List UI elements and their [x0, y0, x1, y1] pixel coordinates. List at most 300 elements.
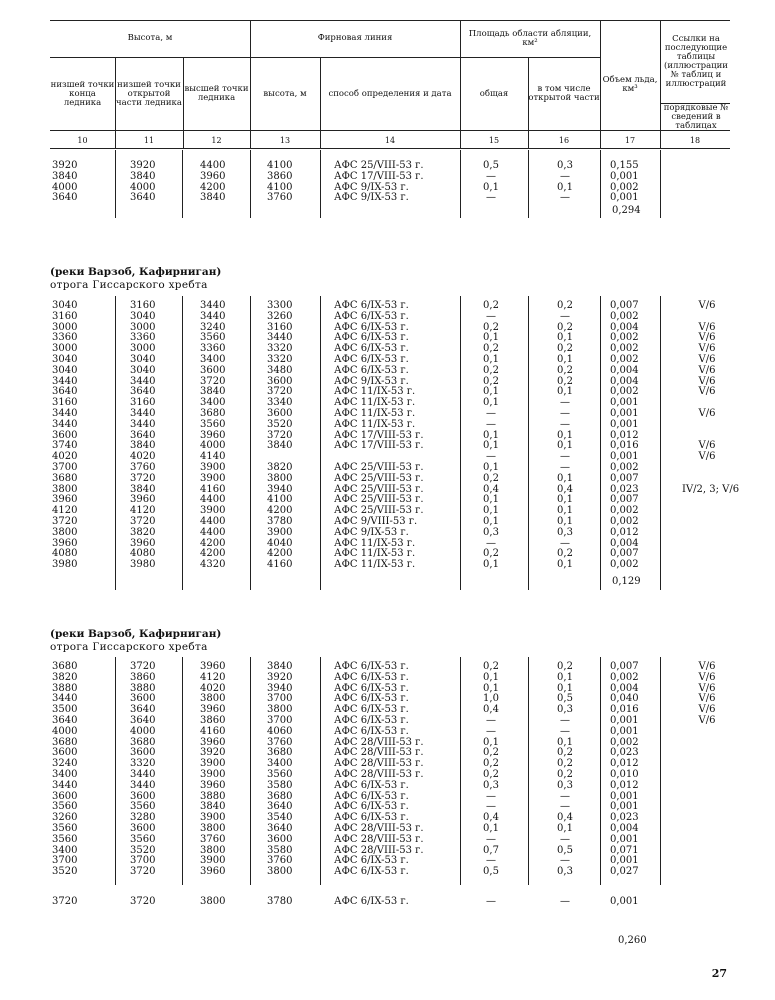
firn-group-rule — [250, 57, 460, 58]
table-row — [50, 160, 730, 171]
table-row — [50, 462, 730, 473]
table-cell: 3840 — [200, 386, 226, 398]
table-cell: 3640 — [130, 192, 156, 204]
table-row — [50, 516, 730, 527]
table-cell: 0,001 — [610, 192, 639, 204]
table-cell: 0,002 — [610, 343, 639, 355]
table-cell: 3560 — [267, 769, 293, 780]
table-cell: 3520 — [267, 418, 293, 430]
table-cell: 3580 — [267, 844, 293, 856]
table-cell: АФС 11/IX-53 г. — [334, 418, 416, 430]
height-group-rule — [50, 57, 250, 58]
table-cell: 3640 — [52, 192, 78, 204]
table-cell: 0,007 — [610, 300, 639, 311]
table-cell: АФС 6/IX-53 г. — [334, 812, 409, 824]
table-cell: — — [560, 790, 570, 802]
table-cell: 0,1 — [557, 736, 573, 748]
table-cell: 3840 — [130, 483, 156, 495]
table-cell: — — [560, 833, 570, 845]
table-cell: 3040 — [52, 354, 78, 365]
table-cell: 0,040 — [610, 693, 639, 705]
col13-label: высота, м — [263, 88, 307, 99]
table-row — [50, 365, 730, 376]
table-cell: АФС 6/IX-53 г. — [334, 866, 409, 878]
table-cell: 4200 — [200, 181, 226, 193]
table-cell: 3480 — [267, 364, 293, 376]
table-cell: 3300 — [267, 300, 293, 311]
table-cell: — — [560, 397, 570, 409]
table-cell: 0,2 — [557, 300, 573, 311]
column-rule — [250, 657, 251, 885]
table-cell: АФС 25/VIII-53 г. — [334, 160, 424, 171]
table-cell: — — [560, 418, 570, 430]
table-cell: 0,002 — [610, 332, 639, 344]
table-cell: 3440 — [267, 332, 293, 344]
table-cell: 3960 — [200, 429, 226, 441]
table-cell: 3440 — [130, 769, 156, 780]
table-cell: 3400 — [52, 844, 78, 856]
table-cell: 0,1 — [483, 494, 499, 506]
table-cell: АФС 6/IX-53 г. — [334, 855, 409, 867]
table-cell: 3800 — [200, 693, 226, 705]
table-cell: 3700 — [267, 715, 293, 726]
table-row — [50, 505, 730, 516]
table-row — [50, 845, 730, 856]
table-cell: 3260 — [267, 310, 293, 322]
table-cell: 3880 — [130, 682, 156, 694]
table-cell: 3960 — [200, 779, 226, 791]
table-cell: 3520 — [130, 844, 156, 856]
table-cell: 0,7 — [483, 844, 499, 856]
table-cell: 3980 — [130, 559, 156, 571]
table-cell: 3600 — [52, 790, 78, 802]
table-cell: 0,2 — [483, 343, 499, 355]
col15-label: общая — [479, 88, 509, 99]
table-cell: 0,071 — [610, 844, 639, 856]
table-cell: АФС 6/IX-53 г. — [334, 704, 409, 716]
table-cell: 3900 — [200, 769, 226, 780]
col-number: 10 — [77, 136, 88, 145]
table-cell: АФС 6/IX-53 г. — [334, 779, 409, 791]
column-rule — [115, 657, 116, 885]
table-cell: 4000 — [200, 440, 226, 452]
col14-label: способ определения и дата — [328, 88, 452, 99]
table-cell: 3540 — [267, 812, 293, 824]
table-cell: 3040 — [52, 364, 78, 376]
table-cell: 0,004 — [610, 375, 639, 387]
table-cell: АФС 9/IX-53 г. — [334, 375, 409, 387]
column-rule — [115, 150, 116, 218]
table-cell: V/6 — [698, 408, 716, 419]
block3-total: 0,260 — [618, 935, 647, 946]
table-cell: 3920 — [52, 160, 78, 171]
table-cell: АФС 6/IX-53 г. — [334, 896, 409, 907]
table-cell: АФС 17/VIII-53 г. — [334, 440, 424, 452]
table-cell: 0,004 — [610, 682, 639, 694]
table-row — [50, 419, 730, 430]
column-rule — [460, 150, 461, 218]
table-cell: АФС 28/VIII-53 г. — [334, 833, 424, 845]
table-row — [50, 332, 730, 343]
table-cell: 0,001 — [610, 896, 639, 907]
table-cell: 0,1 — [483, 440, 499, 452]
table-cell: 0,012 — [610, 429, 639, 441]
table-cell: АФС 11/IX-53 г. — [334, 559, 416, 571]
table-cell: АФС 25/VIII-53 г. — [334, 472, 424, 484]
table-cell: V/6 — [698, 300, 716, 311]
table-cell: 3600 — [200, 364, 226, 376]
table-row — [50, 834, 730, 845]
table-cell: 0,3 — [483, 526, 499, 538]
table-cell: 0,023 — [610, 812, 639, 824]
table-cell: — — [486, 725, 496, 737]
table-row — [50, 548, 730, 559]
table-cell: АФС 6/IX-53 г. — [334, 801, 409, 813]
column-rule — [600, 657, 601, 885]
table-cell: V/6 — [698, 451, 716, 463]
table-cell: — — [486, 192, 496, 204]
table-cell: 3320 — [130, 758, 156, 770]
table-cell: 0,1 — [483, 505, 499, 517]
table-cell: 0,1 — [483, 823, 499, 834]
table-cell: 0,007 — [610, 661, 639, 672]
table-cell: 0,001 — [610, 833, 639, 845]
col-number: 13 — [279, 136, 291, 145]
table-cell: 3900 — [200, 855, 226, 867]
column-rule — [600, 296, 601, 590]
table-cell: 3340 — [267, 397, 293, 409]
table-row — [50, 300, 730, 311]
table-cell: АФС 25/VIII-53 г. — [334, 462, 424, 473]
table-cell: 4040 — [267, 537, 293, 549]
table-cell: 0,027 — [610, 866, 639, 878]
table-cell: 0,002 — [610, 516, 639, 527]
table-cell: 3040 — [130, 354, 156, 365]
table-cell: 4200 — [200, 537, 226, 549]
table-row — [50, 343, 730, 354]
table-cell: 3560 — [52, 823, 78, 834]
table-cell: 1,0 — [483, 693, 499, 705]
table-row — [50, 440, 730, 451]
table-cell: 4140 — [200, 451, 226, 463]
firn-group-label: Фирновая линия — [317, 33, 393, 43]
table-cell: 3680 — [52, 661, 78, 672]
table-cell: 0,3 — [557, 704, 573, 716]
table-cell: — — [560, 192, 570, 204]
table-cell: АФС 25/VIII-53 г. — [334, 505, 424, 517]
table-cell: 3320 — [267, 354, 293, 365]
table-cell: — — [560, 537, 570, 549]
table-cell: 0,4 — [483, 483, 499, 495]
header-bottom-rule — [50, 148, 730, 149]
table-cell: 3900 — [200, 462, 226, 473]
table-cell: 3840 — [200, 801, 226, 813]
table-cell: 3740 — [52, 440, 78, 452]
column-rule — [460, 296, 461, 590]
table-cell: 4120 — [52, 505, 78, 517]
table-cell: 3960 — [200, 736, 226, 748]
table-cell: 0,5 — [557, 693, 573, 705]
table-cell: 3820 — [52, 671, 78, 683]
table-cell: 3800 — [200, 844, 226, 856]
table-cell: 3840 — [200, 192, 226, 204]
column-rule — [115, 296, 116, 590]
table-cell: 3600 — [130, 693, 156, 705]
table-cell: 3760 — [267, 192, 293, 204]
table-cell: 3440 — [130, 375, 156, 387]
area-group-label: Площадь области абляции, км² — [468, 28, 592, 48]
page-number: 27 — [711, 967, 727, 980]
table-cell: 3780 — [267, 516, 293, 527]
table-row — [50, 704, 730, 715]
column-rule — [250, 150, 251, 218]
table-cell: АФС 6/IX-53 г. — [334, 321, 409, 333]
table-cell: V/6 — [698, 682, 716, 694]
table-cell: 0,3 — [557, 526, 573, 538]
table-cell: 0,2 — [483, 661, 499, 672]
column-rule — [182, 150, 183, 218]
table-cell: 3820 — [267, 462, 293, 473]
col-number: 15 — [488, 136, 500, 145]
table-cell: АФС 6/IX-53 г. — [334, 364, 409, 376]
table-cell: 0,4 — [557, 812, 573, 824]
table-cell: — — [560, 715, 570, 726]
table-cell: 0,2 — [483, 321, 499, 333]
table-cell: 0,007 — [610, 472, 639, 484]
table-cell: 0,1 — [557, 505, 573, 517]
table-cell: 0,1 — [557, 386, 573, 398]
table-cell: 0,007 — [610, 548, 639, 560]
table-cell: 3560 — [200, 332, 226, 344]
table-cell: V/6 — [698, 321, 716, 333]
table-cell: 0,001 — [610, 725, 639, 737]
table-cell: 3700 — [52, 855, 78, 867]
table-cell: 0,1 — [483, 516, 499, 527]
table-cell: 3640 — [130, 386, 156, 398]
table-cell: 3680 — [52, 472, 78, 484]
column-rule — [250, 296, 251, 590]
table-cell: 0,023 — [610, 747, 639, 759]
table-cell: 3900 — [200, 812, 226, 824]
table-cell: V/6 — [698, 440, 716, 452]
table-cell: 3800 — [267, 472, 293, 484]
table-cell: АФС 6/IX-53 г. — [334, 790, 409, 802]
table-cell: 3700 — [52, 462, 78, 473]
table-cell: 3160 — [52, 397, 78, 409]
table-cell: 3900 — [200, 758, 226, 770]
table-cell: 3560 — [130, 833, 156, 845]
table-row — [50, 715, 730, 726]
table-cell: 3600 — [130, 790, 156, 802]
table-cell: 0,004 — [610, 321, 639, 333]
table-cell: — — [560, 310, 570, 322]
table-cell: 0,002 — [610, 505, 639, 517]
table-cell: 3560 — [130, 801, 156, 813]
table-cell: 3720 — [130, 866, 156, 878]
table-cell: — — [560, 408, 570, 419]
table-cell: 3600 — [52, 747, 78, 759]
table-cell: 0,1 — [557, 559, 573, 571]
table-cell: 0,2 — [557, 343, 573, 355]
block2-title: (реки Варзоб, Кафирниган) — [50, 266, 222, 278]
table-cell: 3360 — [200, 343, 226, 355]
table-cell: 3760 — [130, 462, 156, 473]
table-cell: 0,1 — [557, 332, 573, 344]
table-cell: 0,1 — [483, 736, 499, 748]
table-cell: 4020 — [130, 451, 156, 463]
table-cell: 0,2 — [483, 375, 499, 387]
table-cell: 3840 — [130, 440, 156, 452]
table-cell: 3960 — [130, 537, 156, 549]
table-cell: 0,1 — [557, 516, 573, 527]
table-cell: 0,1 — [483, 671, 499, 683]
table-cell: V/6 — [698, 364, 716, 376]
hdr-vrule — [660, 20, 661, 148]
table-cell: АФС 6/IX-53 г. — [334, 661, 409, 672]
table-cell: 0,2 — [483, 769, 499, 780]
table-cell: АФС 6/IX-53 г. — [334, 693, 409, 705]
table-row — [50, 192, 730, 203]
table-cell: 3680 — [130, 736, 156, 748]
table-cell: 0,1 — [483, 354, 499, 365]
table-cell: 3160 — [130, 300, 156, 311]
table-cell: 4200 — [267, 505, 293, 517]
table-cell: — — [486, 833, 496, 845]
table-cell: 3900 — [200, 472, 226, 484]
col-number: 14 — [384, 136, 396, 145]
table-cell: 3860 — [200, 715, 226, 726]
table-row — [50, 182, 730, 193]
table-cell: 0,001 — [610, 408, 639, 419]
col12-label: высшей точки ледника — [184, 84, 249, 103]
table-cell: 0,1 — [557, 671, 573, 683]
table-cell: V/6 — [698, 386, 716, 398]
table-cell: 0,2 — [557, 747, 573, 759]
table-cell: АФС 28/VIII-53 г. — [334, 823, 424, 834]
table-row — [50, 473, 730, 484]
table-row — [50, 354, 730, 365]
col18-top-label: Ссылки на последующие таблицы (иллюстрации № таблиц и иллюстраций — [664, 34, 728, 89]
table-cell: 3720 — [52, 516, 78, 527]
table-cell: 0,012 — [610, 526, 639, 538]
table-row — [50, 737, 730, 748]
table-cell: 3160 — [130, 397, 156, 409]
table-cell: 3600 — [130, 747, 156, 759]
table-cell: 0,002 — [610, 559, 639, 571]
table-cell: 0,001 — [610, 801, 639, 813]
table-cell: АФС 28/VIII-53 г. — [334, 844, 424, 856]
table-cell: 0,2 — [557, 769, 573, 780]
table-cell: 4020 — [52, 451, 78, 463]
table-cell: 0,002 — [610, 354, 639, 365]
table-cell: — — [486, 310, 496, 322]
table-cell: — — [486, 537, 496, 549]
table-header — [50, 20, 730, 150]
table-cell: 3240 — [52, 758, 78, 770]
table-cell: — — [486, 715, 496, 726]
table-cell: 0,004 — [610, 537, 639, 549]
table-cell: 0,001 — [610, 715, 639, 726]
table-cell: — — [486, 170, 496, 182]
table-row — [50, 769, 730, 780]
table-cell: 3260 — [52, 812, 78, 824]
table-row — [50, 494, 730, 505]
block3-title: (реки Варзоб, Кафирниган) — [50, 628, 222, 640]
table-cell: АФС 6/IX-53 г. — [334, 671, 409, 683]
table-cell: 3720 — [200, 375, 226, 387]
table-row — [50, 397, 730, 408]
table-cell: 0,002 — [610, 671, 639, 683]
table-cell: — — [486, 408, 496, 419]
col-number: 17 — [624, 136, 636, 145]
table-cell: 3040 — [130, 310, 156, 322]
table-cell: 3400 — [52, 769, 78, 780]
table-row — [50, 683, 730, 694]
table-cell: 3400 — [200, 354, 226, 365]
table-cell: 3640 — [267, 801, 293, 813]
table-cell: V/6 — [698, 354, 716, 365]
table-cell: 3280 — [130, 812, 156, 824]
table-cell: АФС 28/VIII-53 г. — [334, 758, 424, 770]
table-cell: 3720 — [130, 472, 156, 484]
table-cell: 3500 — [52, 704, 78, 716]
table-cell: 3760 — [267, 736, 293, 748]
table-cell: 0,004 — [610, 364, 639, 376]
table-cell: 0,1 — [557, 494, 573, 506]
column-rule — [660, 657, 661, 885]
table-cell: 3840 — [52, 170, 78, 182]
table-row — [50, 527, 730, 538]
table-cell: 0,2 — [557, 758, 573, 770]
table-cell: 0,2 — [483, 364, 499, 376]
table-cell: АФС 6/IX-53 г. — [334, 682, 409, 694]
table-cell: 4000 — [52, 725, 78, 737]
table-cell: — — [486, 896, 496, 907]
table-cell: 0,1 — [557, 682, 573, 694]
table-cell: АФС 6/IX-53 г. — [334, 310, 409, 322]
table-cell: 3720 — [267, 429, 293, 441]
table-cell: 4100 — [267, 181, 293, 193]
table-cell: 4060 — [267, 725, 293, 737]
table-cell: АФС 11/IX-53 г. — [334, 537, 416, 549]
block2-total: 0,129 — [612, 576, 641, 587]
table-cell: 0,3 — [483, 779, 499, 791]
table-cell: 3440 — [200, 300, 226, 311]
table-cell: АФС 6/IX-53 г. — [334, 343, 409, 355]
table-cell: 0,002 — [610, 736, 639, 748]
table-cell: АФС 28/VIII-53 г. — [334, 736, 424, 748]
table-cell: — — [486, 801, 496, 813]
table-cell: 0,5 — [483, 866, 499, 878]
table-cell: 0,1 — [483, 462, 499, 473]
table-cell: 0,010 — [610, 769, 639, 780]
table-row — [50, 171, 730, 182]
table-cell: 3960 — [200, 866, 226, 878]
table-cell: V/6 — [698, 704, 716, 716]
table-cell: 3560 — [52, 833, 78, 845]
table-cell: АФС 6/IX-53 г. — [334, 332, 409, 344]
table-cell: 3320 — [267, 343, 293, 355]
col18-bottom-label: порядковые № сведений в таблицах — [663, 102, 729, 131]
table-cell: — — [560, 170, 570, 182]
table-cell: 4200 — [200, 548, 226, 560]
table-cell: 0,001 — [610, 170, 639, 182]
table-cell: 3600 — [267, 833, 293, 845]
table-cell: 3720 — [130, 661, 156, 672]
table-cell: 4160 — [267, 559, 293, 571]
column-rule — [660, 150, 661, 218]
table-cell: 3440 — [130, 779, 156, 791]
